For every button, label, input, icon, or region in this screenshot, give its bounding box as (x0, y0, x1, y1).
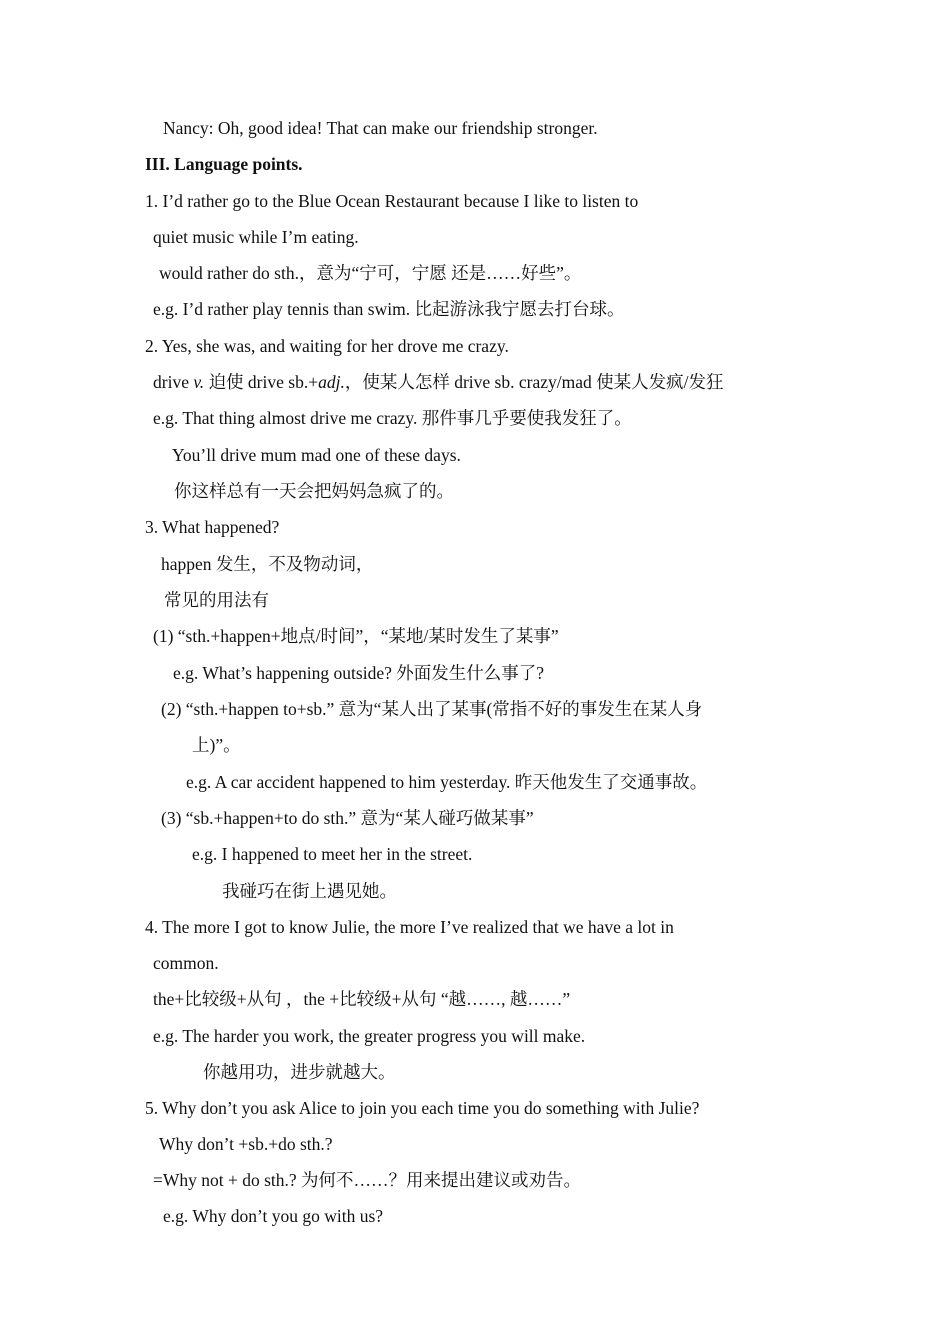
point-2-example-1: e.g. That thing almost drive me crazy. 那件事几乎要使我发狂了。 (153, 408, 632, 428)
point-2-explanation (153, 371, 723, 393)
point-4-sentence: 4. The more I got to know Julie, the more I’ve realized that we have a lot in (145, 917, 674, 937)
point-3-usage-1-example: e.g. What’s happening outside? 外面发生什么事了? (173, 663, 545, 683)
point-3-usage-3: (3) “sb.+happen+to do sth.” 意为“某人碰巧做某事” (161, 808, 534, 828)
point-3-usage-3-example: e.g. I happened to meet her in the street. (192, 844, 473, 864)
point-4-example-translation: 你越用功，进步就越大。 (203, 1062, 396, 1082)
pos-verb-abbrev: v. (193, 372, 205, 392)
point-2-example-2: You’ll drive mum mad one of these days. (172, 445, 461, 465)
point-3-usage-3-translation: 我碰巧在街上遇见她。 (222, 881, 397, 901)
point-4-explanation: the+比较级+从句 ，the +比较级+从句 “越……, 越……” (153, 989, 571, 1009)
point-3-usage-1: (1) “sth.+happen+地点/时间”，“某地/某时发生了某事” (153, 626, 559, 646)
point-1-explanation: would rather do sth.，意为“宁可，宁愿 还是……好些”。 (159, 263, 582, 283)
point-5-pattern-alt: =Why not + do sth.? 为何不……？用来提出建议或劝告。 (153, 1170, 582, 1190)
point-3-sentence: 3. What happened? (145, 517, 280, 537)
point-3-usage-intro: 常见的用法有 (164, 590, 269, 610)
point-3-usage-2: (2) “sth.+happen to+sb.” 意为“某人出了某事(常指不好的事发生在某人身 (161, 699, 703, 719)
point-5-sentence: 5. Why don’t you ask Alice to join you each time you do something with Julie? (145, 1098, 700, 1118)
point-1-sentence: 1. I’d rather go to the Blue Ocean Restaurant because I like to listen to (145, 191, 639, 211)
point-3-usage-2-example: e.g. A car accident happened to him yesterday. 昨天他发生了交通事故。 (186, 772, 708, 792)
point-5-example: e.g. Why don’t you go with us? (163, 1206, 384, 1226)
point-2-explanation-part: 迫使 drive sb.+ (204, 372, 319, 392)
point-1-sentence-cont: quiet music while I’m eating. (153, 227, 359, 247)
dialogue-line-nancy: Nancy: Oh, good idea! That can make our friendship stronger. (163, 118, 598, 138)
point-5-pattern: Why don’t +sb.+do sth.? (159, 1134, 333, 1154)
point-4-sentence-cont: common. (153, 953, 219, 973)
point-2-explanation-part: drive (153, 372, 194, 392)
point-1-example: e.g. I’d rather play tennis than swim. 比起游泳我宁愿去打台球。 (153, 299, 625, 319)
point-4-example: e.g. The harder you work, the greater progress you will make. (153, 1026, 586, 1046)
point-2-sentence: 2. Yes, she was, and waiting for her drove me crazy. (145, 336, 509, 356)
point-2-explanation-part: ，使某人怎样 drive sb. crazy/mad 使某人发疯/发狂 (344, 372, 724, 392)
point-2-example-2-translation: 你这样总有一天会把妈妈急疯了的。 (174, 481, 454, 501)
pos-adjective-abbrev: adj. (318, 372, 345, 392)
point-3-usage-2-cont: 上)”。 (192, 735, 241, 755)
point-3-explanation: happen 发生，不及物动词， (161, 554, 374, 574)
section-heading-language-points: III. Language points. (145, 154, 303, 174)
